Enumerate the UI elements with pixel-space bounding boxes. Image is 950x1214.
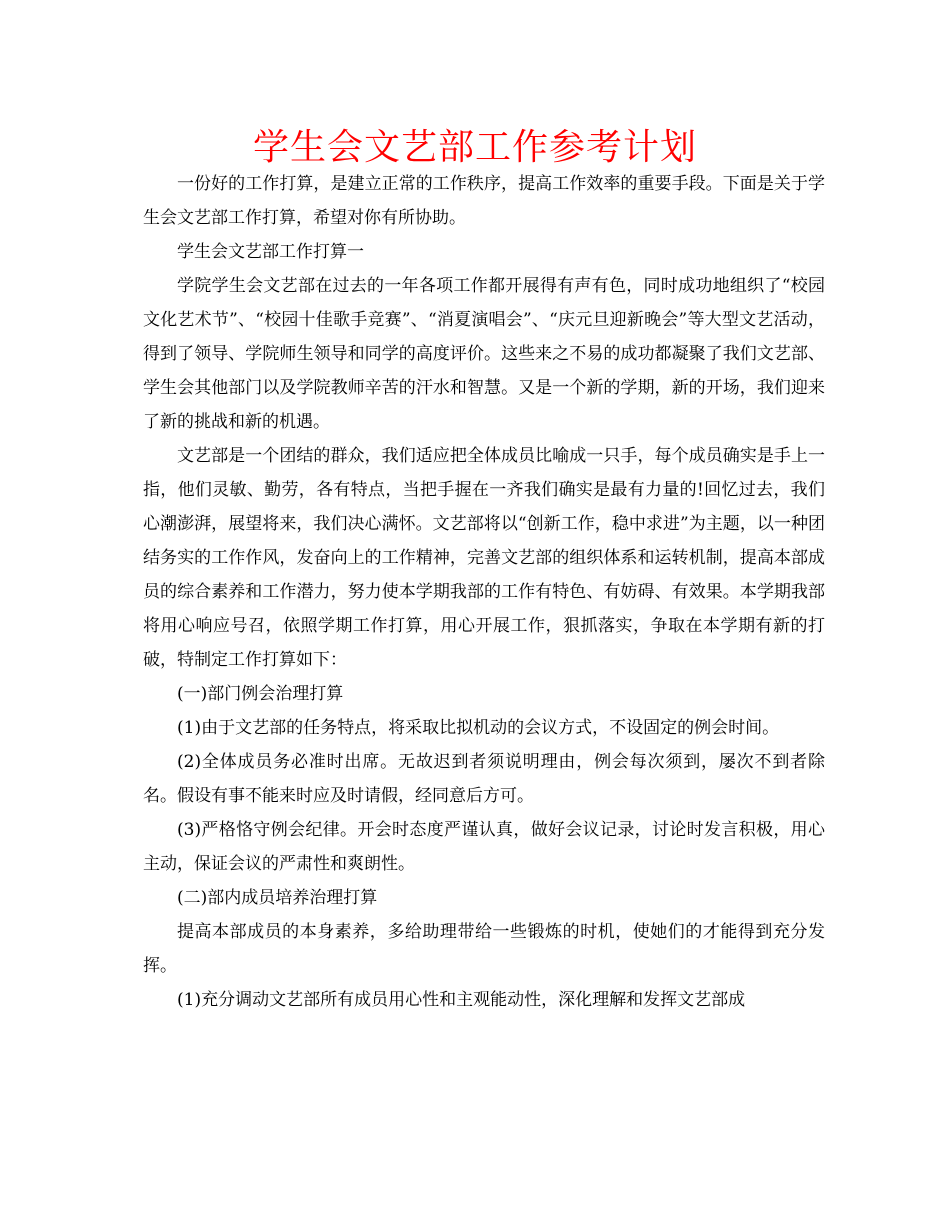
section-heading: (二)部内成员培养治理打算 — [177, 888, 378, 908]
document-title: 学生会文艺部工作参考计划 — [252, 127, 697, 168]
paragraph: 学院学生会文艺部在过去的一年各项工作都开展得有声有色，同时成功地组织了“校园文化艺术节”、“校园十佳歌手竞赛”、“消夏演唱会”、“庆元旦迎新晚会”等大型文艺活动，得到了领导、学院师生领导和同学的高度评价。这些来之不易的成功都凝聚了我们文艺部、学生会其他部门以及学院教师辛苦的汗水和智慧。又是一个新的学期，新的开场，我们迎来了新的挑战和新的机遇。 — [143, 276, 825, 432]
list-item: (1)由于文艺部的任务特点，将采取比拟机动的会议方式，不设固定的例会时间。 — [177, 718, 780, 738]
paragraph: 文艺部是一个团结的群众，我们适应把全体成员比喻成一只手，每个成员确实是手上一指，他们灵敏、勤劳，各有特点，当把手握在一齐我们确实是最有力量的!回忆过去，我们心潮澎湃，展望将来，我们决心满怀。文艺部将以“创新工作，稳中求进”为主题，以一种团结务实的工作作风，发奋向上的工作精神，完善文艺部的组织体系和运转机制，提高本部成员的综合素养和工作潜力，努力使本学期我部的工作有特色、有妨碍、有效果。本学期我部将用心响应号召，依照学期工作打算，用心开展工作，狠抓落实，争取在本学期有新的打破，特制定工作打算如下： — [143, 446, 825, 670]
list-item: (1)充分调动文艺部所有成员用心性和主观能动性，深化理解和发挥文艺部成 — [177, 990, 746, 1010]
paragraph: 一份好的工作打算，是建立正常的工作秩序，提高工作效率的重要手段。下面是关于学生会文艺部工作打算，希望对你有所协助。 — [143, 174, 825, 228]
list-item: (2)全体成员务必准时出席。无故迟到者须说明理由，例会每次须到，屡次不到者除名。假设有事不能来时应及时请假，经同意后方可。 — [143, 752, 825, 806]
section-heading: (一)部门例会治理打算 — [177, 684, 344, 704]
list-item: (3)严格恪守例会纪律。开会时态度严谨认真，做好会议记录，讨论时发言积极，用心主动，保证会议的严肃性和爽朗性。 — [143, 820, 825, 874]
document-body — [143, 167, 825, 1017]
paragraph: 提高本部成员的本身素养，多给助理带给一些锻炼的时机，使她们的才能得到充分发挥。 — [143, 922, 825, 976]
section-heading: 学生会文艺部工作打算一 — [177, 242, 364, 262]
